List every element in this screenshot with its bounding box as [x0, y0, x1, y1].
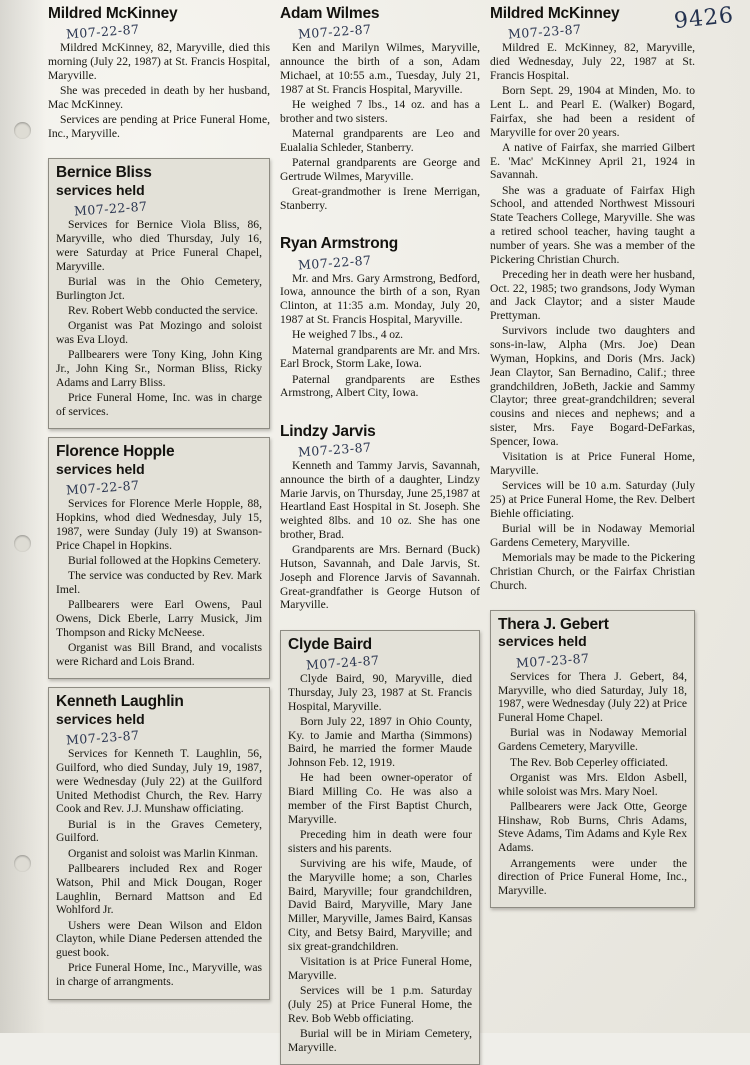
handwritten-annotation: M07-23-87: [515, 650, 590, 671]
column-2: [280, 0, 480, 1065]
clipping-paragraph: Organist and soloist was Marlin Kinman.: [68, 846, 259, 860]
clipping-headline: Lindzy Jarvis: [280, 422, 376, 440]
clipping-paragraph: Services for Thera J. Gebert, 84, Maryville, who died Saturday, July 18, 1987, were Wednesday (July 22) at Price Funeral Home Chapel.: [498, 669, 687, 725]
clipping-headline: Adam Wilmes: [280, 5, 380, 22]
clipping-headline: Kenneth Laughlin: [56, 693, 184, 711]
clipping-paragraph: Survivors include two daughters and sons-in-law, Alpha (Mrs. Joe) Dean Wyman, Hopkins, and Doris (Mrs. Jack) Jean Claytor, San Bernadino, Calif.; three grandchildren, JoBeth, Jackie and Sammy Claytor; three great-grandchildren; several cousins and nieces and nephews; and a sister, Mrs. Faye Bogard-DeFarkas, Spencer, Iowa.: [490, 324, 695, 448]
clipping-paragraph: He had been owner-operator of Biard Milling Co. He was also a member of the First Baptist Church, Maryville.: [288, 771, 472, 826]
handwritten-annotation: M07-22-87: [73, 198, 148, 219]
handwritten-annotation: M07-23-87: [297, 439, 372, 460]
clipping-paragraph: Surviving are his wife, Maude, of the Maryville home; a son, Charles Baird, Maryville; four grandchildren, David Baird, Maryville, Mary Jane Miller, Maryville, James Baird, Kansas City, and Betsy Baird, Maryville; and six great-grandchildren.: [288, 857, 472, 953]
clipping-paragraph: Clyde Baird, 90, Maryville, died Thursday, July 23, 1987 at St. Francis Hospital, Maryville.: [288, 671, 472, 713]
clipping-paragraph: Preceding him in death were four sisters and his parents.: [288, 828, 472, 855]
clipping-headline: Florence Hopple: [56, 443, 175, 461]
clipping-paragraph: Ken and Marilyn Wilmes, Maryville, announce the birth of a son, Adam Michael, at 10:55 a.m., Tuesday, July 21, 1987 at St. Francis Hospital, Maryville.: [280, 41, 480, 96]
clipping-paragraph: Maternal grandparents are Mr. and Mrs. Earl Brock, Storm Lake, Iowa.: [280, 343, 480, 371]
hole-punch: [14, 122, 31, 139]
clipping-paragraph: Burial was in Nodaway Memorial Gardens Cemetery, Maryville.: [498, 726, 687, 754]
clipping-paragraph: Mildred E. McKinney, 82, Maryville, died Wednesday, July 22, 1987 at St. Francis Hospital.: [490, 41, 695, 82]
hole-punch: [14, 855, 31, 872]
hole-punch: [14, 535, 31, 552]
clipping-paragraph: Grandparents are Mrs. Bernard (Buck) Hutson, Savannah, and Dale Jarvis, St. Joseph and Florence Jarvis of Savannah. Great-grandfather is George Hutson of Maryville.: [280, 543, 480, 612]
clipping-paragraph: Born July 22, 1897 in Ohio County, Ky. to Jamie and Martha (Simmons) Baird, he married the former Maude Johnson Feb. 12, 1919.: [288, 714, 472, 770]
clipping-kenneth-laughlin: [48, 687, 270, 999]
handwritten-annotation: M07-23-87: [65, 727, 140, 748]
clipping-paragraph: Arrangements were under the direction of Price Funeral Home, Inc., Maryville.: [498, 856, 687, 898]
column-3: [490, 0, 695, 908]
clipping-subhead: services held: [498, 633, 587, 650]
clipping-paragraph: A native of Fairfax, she married Gilbert E. 'Mac' McKinney April 21, 1924 in Savannah.: [490, 140, 695, 182]
clipping-paragraph: Ushers were Dean Wilson and Eldon Clayton, while Diane Pedersen attended the guest book.: [56, 918, 262, 960]
clipping-paragraph: Services are pending at Price Funeral Home, Inc., Maryville.: [48, 113, 270, 141]
clipping-lindzy-jarvis: [280, 418, 480, 622]
handwritten-annotation: M07-22-87: [297, 21, 372, 42]
clipping-paragraph: Burial is in the Graves Cemetery, Guilford.: [56, 817, 262, 845]
clipping-headline: Mildred McKinney: [48, 5, 178, 22]
clipping-paragraph: Pallbearers included Rex and Roger Watson, Phil and Mick Dougan, Roger Laughlin, Bernard Mattson and Ed Wohlford Jr.: [56, 861, 262, 917]
clipping-headline: Mildred McKinney: [490, 5, 620, 22]
clipping-paragraph: Organist was Mrs. Eldon Asbell, while soloist was Mrs. Mary Noel.: [498, 770, 687, 798]
clipping-paragraph: The service was conducted by Rev. Mark Imel.: [56, 569, 262, 597]
clipping-subhead: services held: [56, 710, 145, 727]
clipping-florence-hopple: [48, 437, 270, 679]
clipping-paragraph: Burial followed at the Hopkins Cemetery.: [68, 553, 261, 567]
clipping-paragraph: The Rev. Bob Ceperley officiated.: [510, 755, 668, 769]
clipping-paragraph: Rev. Robert Webb conducted the service.: [68, 304, 258, 318]
clipping-paragraph: Maternal grandparents are Leo and Eualalia Schleder, Stanberry.: [280, 127, 480, 154]
clipping-paragraph: Services for Florence Merle Hopple, 88, Hopkins, whod died Wednesday, July 15, 1987, were Sunday (July 19) at Swanson-Price Chapel in Hopkins.: [56, 497, 262, 552]
clipping-paragraph: Born Sept. 29, 1904 at Minden, Mo. to Lent L. and Pearl E. (Walker) Bogard, Fairfax, she had been a resident of Maryville for over 20 years.: [490, 84, 695, 139]
clipping-headline: Bernice Bliss: [56, 164, 152, 182]
clipping-paragraph: Paternal grandparents are George and Gertrude Wilmes, Maryville.: [280, 156, 480, 183]
clipping-paragraph: Services will be 1 p.m. Saturday (July 25) at Price Funeral Home, the Rev. Bob Webb officiating.: [288, 984, 472, 1025]
clipping-paragraph: Great-grandmother is Irene Merrigan, Stanberry.: [280, 185, 480, 212]
clipping-paragraph: Preceding her in death were her husband, Oct. 22, 1985; two grandsons, Jody Wyman and Jack Claytor; and a sister Maude Prettyman.: [490, 267, 695, 323]
handwritten-annotation: M07-22-87: [297, 252, 372, 273]
clipping-paragraph: Memorials may be made to the Pickering Christian Church, or the Fairfax Christian Church.: [490, 550, 695, 592]
clipping-mildred-mckinney-left: [48, 0, 270, 150]
clipping-headline: Thera J. Gebert: [498, 615, 609, 633]
clipping-paragraph: Pallbearers were Earl Owens, Paul Owens, Dick Eberle, Larry Musick, Jim Thompson and Ricky McNeese.: [56, 598, 262, 639]
clipping-paragraph: Organist was Pat Mozingo and soloist was Eva Lloyd.: [56, 319, 262, 347]
clipping-paragraph: He weighed 7 lbs., 14 oz. and has a brother and two sisters.: [280, 97, 480, 125]
clippings-columns: [48, 0, 736, 1065]
clipping-paragraph: Organist was Bill Brand, and vocalists were Richard and Lois Brand.: [56, 641, 262, 668]
clipping-bernice-bliss: [48, 158, 270, 429]
handwritten-annotation: M07-24-87: [305, 652, 380, 673]
clipping-paragraph: Burial will be in Miriam Cemetery, Maryville.: [288, 1026, 472, 1054]
clipping-adam-wilmes: [280, 0, 480, 222]
clipping-paragraph: Mildred McKinney, 82, Maryville, died this morning (July 22, 1987) at St. Francis Hospital, Maryville.: [48, 41, 270, 82]
clipping-thera-gebert: [490, 610, 695, 909]
clipping-clyde-baird: [280, 630, 480, 1065]
clipping-paragraph: Burial will be in Nodaway Memorial Gardens Cemetery, Maryville.: [490, 521, 695, 549]
column-1: [48, 0, 270, 1000]
handwritten-annotation: M07-23-87: [507, 21, 582, 42]
clipping-subhead: services held: [56, 460, 145, 477]
clipping-paragraph: Price Funeral Home, Inc., Maryville, was in charge of arrangments.: [56, 961, 262, 989]
clipping-paragraph: Mr. and Mrs. Gary Armstrong, Bedford, Iowa, announce the birth of a son, Ryan Clinton, at 11:35 a.m. Monday, July 20, 1987 at St. Francis Hospital, Maryville.: [280, 271, 480, 326]
clipping-paragraph: Visitation is at Price Funeral Home, Maryville.: [288, 955, 472, 982]
handwritten-annotation: M07-22-87: [65, 21, 140, 42]
clipping-paragraph: Price Funeral Home, Inc. was in charge of services.: [56, 391, 262, 419]
clipping-paragraph: Services for Kenneth T. Laughlin, 56, Guilford, who died Sunday, July 19, 1987, were Wednesday (July 22) at the Guilford United Methodist Church, the Rev. Harry Cook and Rev. J.J. Munshaw officiating.: [56, 747, 262, 816]
clipping-paragraph: Paternal grandparents are Esthes Armstrong, Albert City, Iowa.: [280, 372, 480, 400]
clipping-paragraph: Services will be 10 a.m. Saturday (July 25) at Price Funeral Home, the Rev. Delbert Biehle officiating.: [490, 479, 695, 520]
clipping-paragraph: She was preceded in death by her husband, Mac McKinney.: [48, 84, 270, 111]
handwritten-page-number: 9426: [672, 2, 736, 35]
clipping-paragraph: She was a graduate of Fairfax High School, and attended Northwest Missouri State Teachers College, Maryville. She was a retired school teacher, having taught a number of years. She was a member of the Pickering Christian Church.: [490, 183, 695, 266]
clipping-ryan-armstrong: [280, 230, 480, 409]
clipping-paragraph: Pallbearers were Jack Otte, George Hinshaw, Rob Burns, Chris Adams, Steve Adams, Tim Adams and Kyle Rex Adams.: [498, 799, 687, 855]
clipping-mildred-mckinney-right: [490, 0, 695, 602]
clipping-paragraph: Pallbearers were Tony King, John King Jr., John King Sr., Norman Bliss, Ricky Adams and Larry Bliss.: [56, 348, 262, 389]
clipping-paragraph: He weighed 7 lbs., 4 oz.: [292, 328, 404, 342]
clipping-paragraph: Burial was in the Ohio Cemetery, Burlington Jct.: [56, 274, 262, 302]
handwritten-annotation: M07-22-87: [65, 477, 140, 498]
clipping-headline: Ryan Armstrong: [280, 235, 399, 253]
clipping-headline: Clyde Baird: [288, 635, 372, 653]
clipping-paragraph: Services for Bernice Viola Bliss, 86, Maryville, who died Thursday, July 16, were Saturday at Price Funeral Chapel, Maryville.: [56, 218, 262, 273]
clipping-subhead: services held: [56, 181, 145, 198]
clipping-paragraph: Visitation is at Price Funeral Home, Maryville.: [490, 450, 695, 477]
clipping-paragraph: Kenneth and Tammy Jarvis, Savannah, announce the birth of a daughter, Lindzy Marie Jarvis, on Thursday, June 25,1987 at Heartland East Hospital in St. Joseph. She weighted 8lbs. and 10 oz. She has one brother, Brad.: [280, 458, 480, 541]
